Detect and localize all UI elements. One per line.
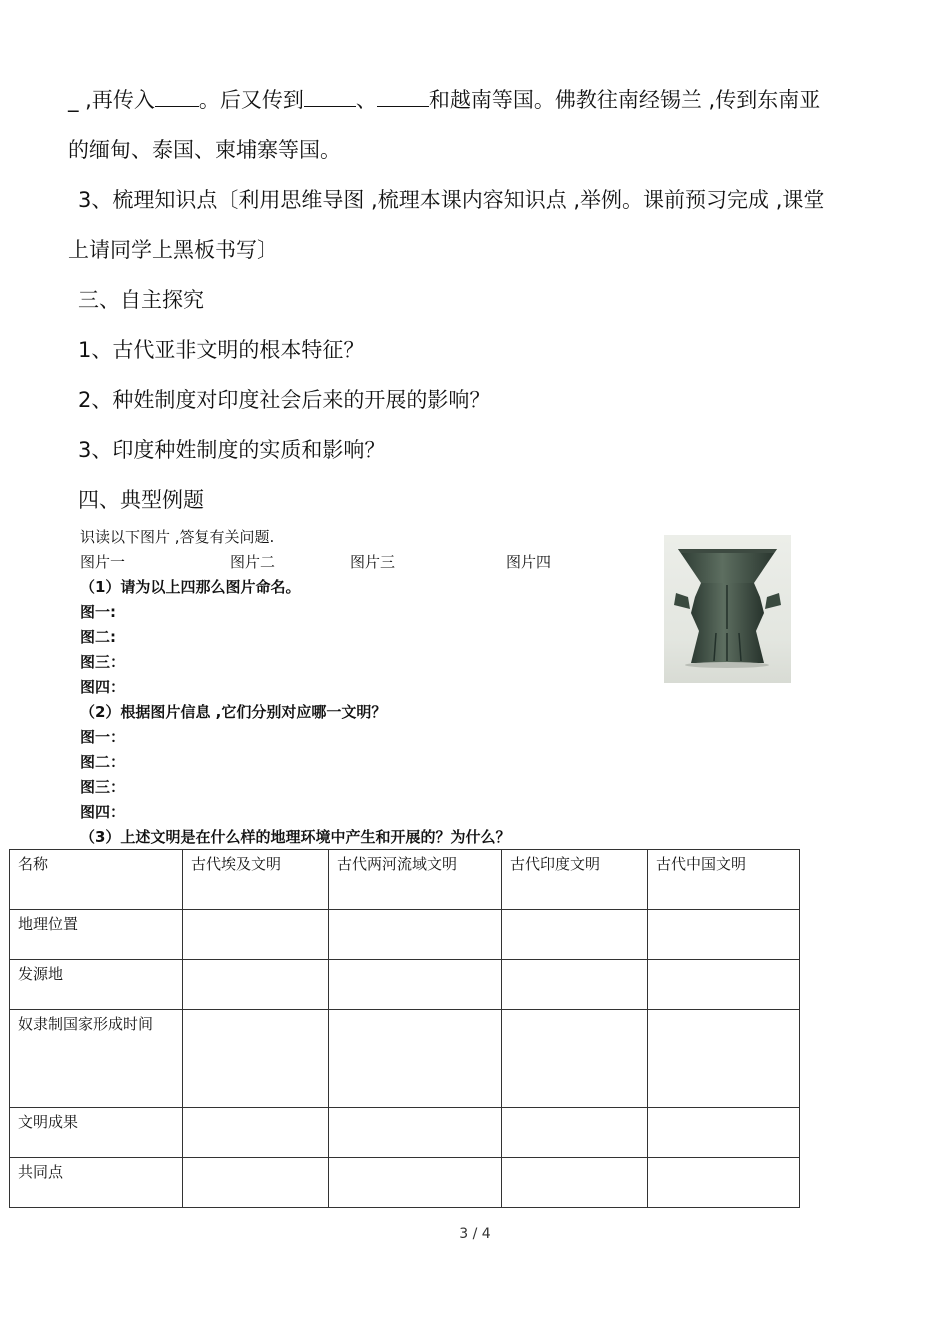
picture-label-4: 图片四 <box>506 553 552 571</box>
empty-cell <box>648 910 800 960</box>
sub-question-3: （3）上述文明是在什么样的地理环境中产生和开展的？为什么？ <box>80 828 511 846</box>
empty-cell <box>502 1010 648 1108</box>
bronze-vessel-photo <box>664 535 791 683</box>
row-label: 发源地 <box>10 960 183 1010</box>
answer-1-4: 图四： <box>80 678 126 696</box>
answer-1-1: 图一: <box>80 603 116 621</box>
table-row <box>10 1108 800 1158</box>
empty-cell <box>329 960 502 1010</box>
empty-cell <box>648 1108 800 1158</box>
empty-cell <box>183 1158 329 1208</box>
fill-blank <box>377 88 429 107</box>
table-row <box>10 1158 800 1208</box>
empty-cell <box>329 1158 502 1208</box>
sub-question-1: （1）请为以上四那么图片命名。 <box>80 578 301 596</box>
table-header-cell: 古代中国文明 <box>648 850 800 910</box>
picture-label-2: 图片二 <box>230 553 276 571</box>
sub-question-2: （2）根据图片信息 ,它们分别对应哪一文明？ <box>80 703 387 721</box>
empty-cell <box>183 910 329 960</box>
table-header-cell: 名称 <box>10 850 183 910</box>
empty-cell <box>648 960 800 1010</box>
text-fragment: 。后又传到 <box>198 88 304 112</box>
row-label: 奴隶制国家形成时间 <box>10 1010 183 1108</box>
fill-blank <box>304 88 356 107</box>
empty-cell <box>502 960 648 1010</box>
question-2: 2、种姓制度对印度社会后来的开展的影响？ <box>78 388 491 412</box>
section-heading-4: 四、典型例题 <box>78 488 204 512</box>
bronze-vessel-illustration <box>664 535 791 683</box>
text-fragment: _ ,再传入 <box>68 88 155 112</box>
question-1: 1、古代亚非文明的根本特征？ <box>78 338 365 362</box>
table-header-cell: 古代两河流域文明 <box>329 850 502 910</box>
picture-label-1: 图片一 <box>80 553 126 571</box>
answer-1-3: 图三： <box>80 653 126 671</box>
row-label: 文明成果 <box>10 1108 183 1158</box>
row-label: 共同点 <box>10 1158 183 1208</box>
table-row <box>10 960 800 1010</box>
table-header-cell: 古代埃及文明 <box>183 850 329 910</box>
row-label: 地理位置 <box>10 910 183 960</box>
empty-cell <box>183 1010 329 1108</box>
empty-cell <box>648 1158 800 1208</box>
answer-1-2: 图二: <box>80 628 116 646</box>
empty-cell <box>183 1108 329 1158</box>
paragraph-line-3: 3、梳理知识点〔利用思维导图 ,梳理本课内容知识点 ,举例。课前预习完成 ,课堂 <box>78 188 825 212</box>
example-intro: 识读以下图片 ,答复有关问题. <box>80 528 275 546</box>
table-header-row <box>10 850 800 910</box>
answer-2-1: 图一： <box>80 728 126 746</box>
empty-cell <box>329 910 502 960</box>
empty-cell <box>648 1010 800 1108</box>
answer-2-3: 图三： <box>80 778 126 796</box>
empty-cell <box>183 960 329 1010</box>
table-header-cell: 古代印度文明 <box>502 850 648 910</box>
table-row <box>10 1010 800 1108</box>
empty-cell <box>329 1108 502 1158</box>
table-row <box>10 910 800 960</box>
question-3: 3、印度种姓制度的实质和影响？ <box>78 438 386 462</box>
page-number: 3 / 4 <box>459 1226 491 1242</box>
text-fragment: 、 <box>355 88 377 112</box>
empty-cell <box>502 1158 648 1208</box>
picture-label-3: 图片三 <box>350 553 396 571</box>
section-heading-3: 三、自主探究 <box>78 288 204 312</box>
paragraph-line-4: 上请同学上黑板书写〕 <box>68 238 278 262</box>
paragraph-line-1 <box>68 86 820 114</box>
empty-cell <box>329 1010 502 1108</box>
paragraph-line-2: 的缅甸、泰国、柬埔寨等国。 <box>68 138 341 162</box>
text-fragment: 和越南等国。佛教往南经锡兰 ,传到东南亚 <box>428 88 821 112</box>
answer-2-2: 图二： <box>80 753 126 771</box>
civilization-table <box>9 849 800 1208</box>
empty-cell <box>502 1108 648 1158</box>
empty-cell <box>502 910 648 960</box>
fill-blank <box>155 88 199 107</box>
answer-2-4: 图四： <box>80 803 126 821</box>
